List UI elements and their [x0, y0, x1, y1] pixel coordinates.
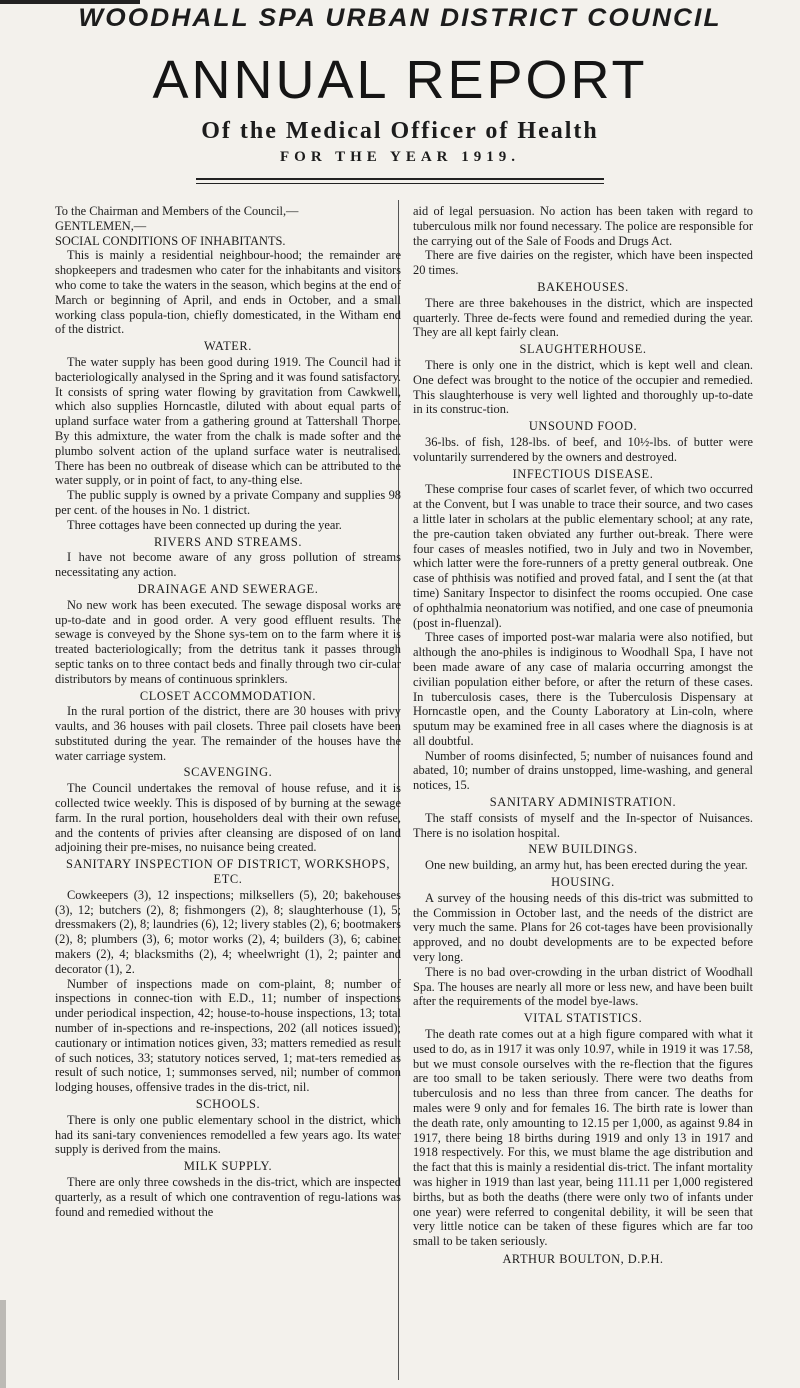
- rivers-paragraph: I have not become aware of any gross pollution of streams necessitating any action.: [55, 550, 401, 580]
- council-heading: WOODHALL SPA URBAN DISTRICT COUNCIL: [78, 4, 722, 32]
- social-heading: SOCIAL CONDITIONS OF INHABITANTS.: [55, 233, 286, 248]
- report-year: FOR THE YEAR 1919.: [279, 149, 520, 165]
- water-paragraph: The public supply is owned by a private Company and supplies 98 per cent. of the houses in No. 1 district.: [55, 488, 401, 517]
- unsound-food-paragraph: 36-lbs. of fish, 128-lbs. of beef, and 10½-lbs. of butter were voluntarily surrendered by the owners and destroyed.: [413, 434, 753, 464]
- sanitary-admin-paragraph: The staff consists of myself and the In-spector of Nuisances. There is no isolation hospital.: [413, 810, 753, 840]
- author-signature: ARTHUR BOULTON, D.P.H.: [502, 1251, 664, 1266]
- unsound-food-heading: UNSOUND FOOD.: [528, 419, 638, 434]
- drainage-paragraph: No new work has been executed. The sewage disposal works are up-to-date and in good order. A very good effluent results. The sewage is conveyed by the Shone sys-tem on to the farm where it is treated bacteriologically; from the detritus tank it passes through septic tanks on to three contact beds and finally through two cir-cular distributors by means of continuous sprinklers.: [55, 597, 401, 686]
- milk-paragraph: There are five dairies on the register, which have been inspected 20 times.: [413, 248, 753, 278]
- infectious-paragraph: These comprise four cases of scarlet fever, of which two occurred at the Convent, but I was unable to trace their source, and two cases a little later in scholars at the public elementary school; at any rate, the pre-caution taken obviated any further out-break. There were four cases of measles notified, two in July and two in November, which latter were the fore-runners of a pretty general outbreak. One case of phthisis was notified and proved fatal, and I sent the (at that time) Sanitary Inspector to disinfect the rooms occupied. One case of ophthalmia neonatorium was notified, and one case of pneumonia (post in-fluenzal).: [413, 482, 753, 630]
- right-column: [413, 204, 753, 1267]
- report-subtitle: Of the Medical Officer of Health: [201, 118, 599, 144]
- vital-statistics-paragraph: The death rate comes out at a high figure compared with what it used to do, as in 1917 it was only 10.97, while in 1919 it was 17.58, but we must console ourselves with the re-flection that the figures are too small to be taken seriously. There were two deaths from tuberculosis and no less than three from cancer. The deaths for males were 9 only and for females 16. The birth rate is lower than the death rate, only amounting to 12.15 per 1,000, as against 9.84 in 1917, there being 18 births during 1919 and only 13 in 1917 and 1918 respectively. For this, we must blame the age distribution and the fact that this is mainly a residential dis-trict. The infant mortality was higher in 1919 than last year, being 111.11 per 1,000 registered births, but as both the deaths (there were only two of infants under one year) were referred to congenital debility, it will be seen that very little notice can be taken of these figures which are far too small to be taken seriously.: [413, 1027, 753, 1249]
- housing-heading: HOUSING.: [551, 875, 615, 890]
- new-buildings-heading: NEW BUILDINGS.: [528, 842, 638, 857]
- housing-paragraph: There is no bad over-crowding in the urban district of Woodhall Spa. The houses are nearly all more or less new, and have been built after the requirements of the model bye-laws.: [413, 964, 753, 1009]
- water-heading: WATER.: [204, 339, 252, 354]
- schools-paragraph: There is only one public elementary school in the district, which had its sani-tary conveniences remodelled a few years ago. Its water supply is derived from the mains.: [55, 1112, 401, 1157]
- infectious-paragraph: Number of rooms disinfected, 5; number of nuisances found and abated, 10; number of drains unstopped, lime-washing, and general notices, 15.: [413, 748, 753, 793]
- vital-statistics-heading: VITAL STATISTICS.: [523, 1011, 643, 1026]
- bakehouses-paragraph: There are three bakehouses in the district, which are inspected quarterly. Three de-fects were found and remedied during the year. They are all kept fairly clean.: [413, 295, 753, 340]
- title-rule-thin: [196, 183, 604, 184]
- infectious-paragraph: Three cases of imported post-war malaria were also notified, but although the ano-philes is indiginous to Woodhall Spa, I have not been made aware of any case of malaria occurring amongst the civilian population either before, or after the return of these cases. In tuberculosis cases, there is the Tuberculosis Dispensary at Horncastle open, and the County Laboratory at Lin-coln, where sputum may be examined free in all cases where the diagnosis is at all doubtful.: [413, 630, 753, 748]
- bakehouses-heading: BAKEHOUSES.: [537, 279, 629, 294]
- drainage-heading: DRAINAGE AND SEWERAGE.: [137, 581, 319, 596]
- closet-paragraph: In the rural portion of the district, there are 30 houses with privy vaults, and 36 houses with pail closets. Three pail closets have been substituted during the year. The remainder of the houses have the water carriage system.: [55, 704, 401, 763]
- report-title: ANNUAL REPORT: [152, 50, 648, 110]
- new-buildings-paragraph: One new building, an army hut, has been erected during the year.: [425, 858, 748, 873]
- closet-heading: CLOSET ACCOMMODATION.: [139, 688, 317, 703]
- water-paragraph: The water supply has been good during 1919. The Council had it bacteriologically analysed in the Spring and it was found satisfactory. It consists of spring water flowing by gravitation from Cawkwell, which also supplies Horncastle, diluted with about equal parts of upland surface water from a gathering ground at Tattershall Thorpe. By this admixture, the water from the chalk is made softer and the plumbo solvent action of the upland surface water is neutralised. There has been no outbreak of disease which can be attributed to the water supply, or in point of fact, to any-thing else.: [55, 354, 401, 488]
- salutation: To the Chairman and Members of the Council,—: [55, 204, 299, 218]
- sanitary-paragraph: Number of inspections made on com-plaint, 8; number of inspections in connec-tion with E.D., 11; number of inspections under periodical inspection, 42; house-to-house inspections, 13; total number of in-spections and re-inspections, 202 (all notices issued); cautionary or intimation notices given, 33; matters remedied as result of such notices, 33; statutory notices served, 1; mat-ters remedied as result of such notice, 1; summonses served, nil; number of common lodging houses, offensive trades in the dis-trict, nil.: [55, 976, 401, 1095]
- social-paragraph: This is mainly a residential neighbour-hood; the remainder are shopkeepers and tradesmen who cater for the inhabitants and visitors who come to take the waters in the season, which begins at the end of March or beginning of April, and ends in October, and a small working class popula-tion, chiefly domesticated, in the Witham end of the district.: [55, 248, 401, 337]
- slaughterhouse-heading: SLAUGHTERHOUSE.: [519, 342, 647, 357]
- left-column: [55, 204, 401, 1219]
- rivers-heading: RIVERS AND STREAMS.: [153, 534, 303, 549]
- milk-paragraph-continued: aid of legal persuasion. No action has been taken with regard to tuberculous milk nor found necessary. The police are responsible for the carrying out of the Sale of Foods and Drugs Act.: [413, 204, 753, 248]
- scavenging-heading: SCAVENGING.: [183, 765, 273, 780]
- scavenging-paragraph: The Council undertakes the removal of house refuse, and it is collected twice weekly. This is disposed of by burning at the sewage farm. In the rural portion, householders deal with their own refuse, and the contents of privies after cleansing are disposed of on land adjoining their pre-mises, no nuisance being created.: [55, 781, 401, 855]
- housing-paragraph: A survey of the housing needs of this dis-trict was submitted to the Commission in October last, and the needs of the district are very much the same. Plans for 26 cot-tages have been provisionally approved, and no doubt developments are to be expected before very long.: [413, 890, 753, 965]
- schools-heading: SCHOOLS.: [195, 1097, 261, 1112]
- milk-paragraph: There are only three cowsheds in the dis-trict, which are inspected quarterly, as a result of which one contravention of regu-lations was found and remedied without the: [55, 1175, 401, 1219]
- milk-heading: MILK SUPPLY.: [183, 1159, 273, 1174]
- water-paragraph: Three cottages have been connected up during the year.: [67, 517, 342, 532]
- salutation-gentlemen: GENTLEMEN,—: [55, 218, 147, 233]
- sanitary-inspection-heading: SANITARY INSPECTION OF DISTRICT, WORKSHOPS, ETC.: [65, 857, 391, 887]
- scan-edge-shadow: [0, 1300, 6, 1388]
- sanitary-paragraph: Cowkeepers (3), 12 inspections; milksellers (5), 20; bakehouses (3), 12; butchers (2), 8; fishmongers (2), 8; slaughterhouse (1), 5; dressmakers (2), 8; laundries (6), 12; livery stables (2), 6; bootmakers (2), 8; plumbers (3), 6; motor works (2), 4; builders (3), 6; cabinet makers (2), 4; blacksmiths (2), 4; wheelwright (1), 2; painter and decorator (1), 2.: [55, 887, 401, 976]
- title-rule-thick: [196, 178, 604, 180]
- sanitary-admin-heading: SANITARY ADMINISTRATION.: [489, 795, 677, 810]
- infectious-disease-heading: INFECTIOUS DISEASE.: [512, 466, 654, 481]
- slaughterhouse-paragraph: There is only one in the district, which is kept well and clean. One defect was brought to the notice of the occupier and remedied. This slaughterhouse is very well lighted and thoroughly up-to-date in its construc-tion.: [413, 357, 753, 417]
